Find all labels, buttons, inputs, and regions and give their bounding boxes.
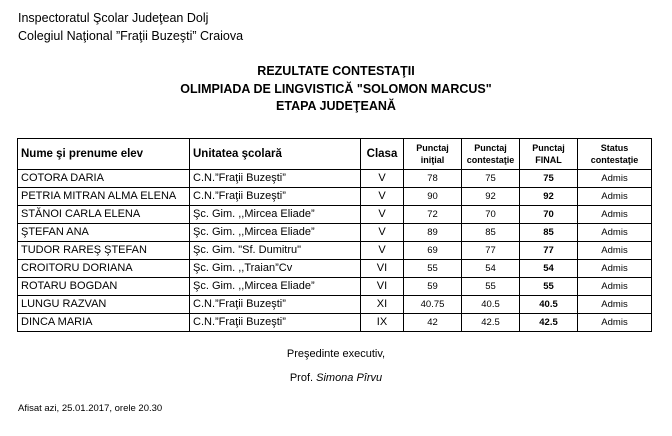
appeal-status: Admis: [578, 278, 652, 296]
table-row: [18, 260, 652, 278]
final-score: 92: [520, 188, 578, 206]
student-name: STĂNOI CARLA ELENA: [18, 206, 190, 224]
initial-score: 69: [404, 242, 462, 260]
table-row: [18, 224, 652, 242]
student-name: ŞTEFAN ANA: [18, 224, 190, 242]
initial-score: 72: [404, 206, 462, 224]
header-initial-score: Punctaj iniţial: [404, 139, 462, 170]
initial-score: 55: [404, 260, 462, 278]
class-grade: V: [361, 242, 404, 260]
olympiad-name: OLIMPIADA DE LINGVISTICĂ "SOLOMON MARCUS": [180, 82, 492, 96]
posted-date: Afisat azi, 25.01.2017, orele 20.30: [18, 403, 163, 414]
school-name: C.N.”Fraţii Buzeşti”: [190, 314, 361, 332]
final-score: 85: [520, 224, 578, 242]
appeal-status: Admis: [578, 260, 652, 278]
final-score: 77: [520, 242, 578, 260]
class-grade: V: [361, 170, 404, 188]
document-title: REZULTATE CONTESTAŢII: [257, 64, 415, 78]
initial-score: 78: [404, 170, 462, 188]
class-grade: V: [361, 206, 404, 224]
appeal-score: 77: [462, 242, 520, 260]
school-name: C.N.”Fraţii Buzeşti”: [190, 188, 361, 206]
school-name: Şc. Gim. "Sf. Dumitru": [190, 242, 361, 260]
table-row: [18, 278, 652, 296]
school-name: C.N.”Fraţii Buzeşti”: [190, 296, 361, 314]
school-name: Şc. Gim. ,,Mircea Eliade”: [190, 206, 361, 224]
appeal-score: 54: [462, 260, 520, 278]
class-grade: VI: [361, 260, 404, 278]
class-grade: XI: [361, 296, 404, 314]
class-grade: VI: [361, 278, 404, 296]
final-score: 55: [520, 278, 578, 296]
table-row: [18, 188, 652, 206]
appeal-status: Admis: [578, 224, 652, 242]
signature-role: Preşedinte executiv,: [286, 348, 386, 360]
appeal-score: 70: [462, 206, 520, 224]
school-name: Şc. Gim. ,,Mircea Eliade”: [190, 224, 361, 242]
class-grade: IX: [361, 314, 404, 332]
header-appeal-score: Punctaj contestaţie: [462, 139, 520, 170]
initial-score: 40.75: [404, 296, 462, 314]
table-row: [18, 242, 652, 260]
appeal-status: Admis: [578, 188, 652, 206]
table-row: [18, 314, 652, 332]
appeal-score: 75: [462, 170, 520, 188]
student-name: ROTARU BOGDAN: [18, 278, 190, 296]
appeal-score: 55: [462, 278, 520, 296]
appeal-score: 85: [462, 224, 520, 242]
stage-name: ETAPA JUDEŢEANĂ: [276, 99, 396, 113]
results-table: [17, 138, 652, 332]
appeal-status: Admis: [578, 206, 652, 224]
student-name: LUNGU RAZVAN: [18, 296, 190, 314]
appeal-score: 40.5: [462, 296, 520, 314]
table-row: [18, 170, 652, 188]
student-name: DINCA MARIA: [18, 314, 190, 332]
initial-score: 42: [404, 314, 462, 332]
appeal-status: Admis: [578, 170, 652, 188]
initial-score: 89: [404, 224, 462, 242]
initial-score: 59: [404, 278, 462, 296]
appeal-status: Admis: [578, 242, 652, 260]
class-grade: V: [361, 188, 404, 206]
class-grade: V: [361, 224, 404, 242]
student-name: COTORA DARIA: [18, 170, 190, 188]
initial-score: 90: [404, 188, 462, 206]
table-row: [18, 296, 652, 314]
appeal-score: 92: [462, 188, 520, 206]
table-row: [18, 206, 652, 224]
final-score: 54: [520, 260, 578, 278]
college-name: Colegiul Naţional ”Fraţii Buzeşti” Craiova: [18, 29, 244, 43]
student-name: PETRIA MITRAN ALMA ELENA: [18, 188, 190, 206]
final-score: 42.5: [520, 314, 578, 332]
school-name: Şc. Gim. ,,Traian”Cv: [190, 260, 361, 278]
signature-line: [0, 372, 672, 384]
final-score: 70: [520, 206, 578, 224]
inspectorate-name: Inspectoratul Şcolar Judeţean Dolj: [18, 11, 209, 25]
school-name: C.N.”Fraţii Buzeşti”: [190, 170, 361, 188]
student-name: TUDOR RAREŞ ŞTEFAN: [18, 242, 190, 260]
header-name: Nume şi prenume elev: [18, 139, 190, 170]
signatory-name: Simona Pîrvu: [316, 372, 383, 384]
appeal-status: Admis: [578, 296, 652, 314]
signature-prefix: Prof.: [289, 372, 317, 384]
final-score: 75: [520, 170, 578, 188]
appeal-score: 42.5: [462, 314, 520, 332]
header-row: [18, 139, 652, 170]
student-name: CROITORU DORIANA: [18, 260, 190, 278]
header-class: Clasa: [361, 139, 404, 170]
header-appeal-status: Status contestaţie: [578, 139, 652, 170]
header-school: Unitatea şcolară: [190, 139, 361, 170]
school-name: Şc. Gim. ,,Mircea Eliade”: [190, 278, 361, 296]
final-score: 40.5: [520, 296, 578, 314]
header-final-score: Punctaj FINAL: [520, 139, 578, 170]
appeal-status: Admis: [578, 314, 652, 332]
